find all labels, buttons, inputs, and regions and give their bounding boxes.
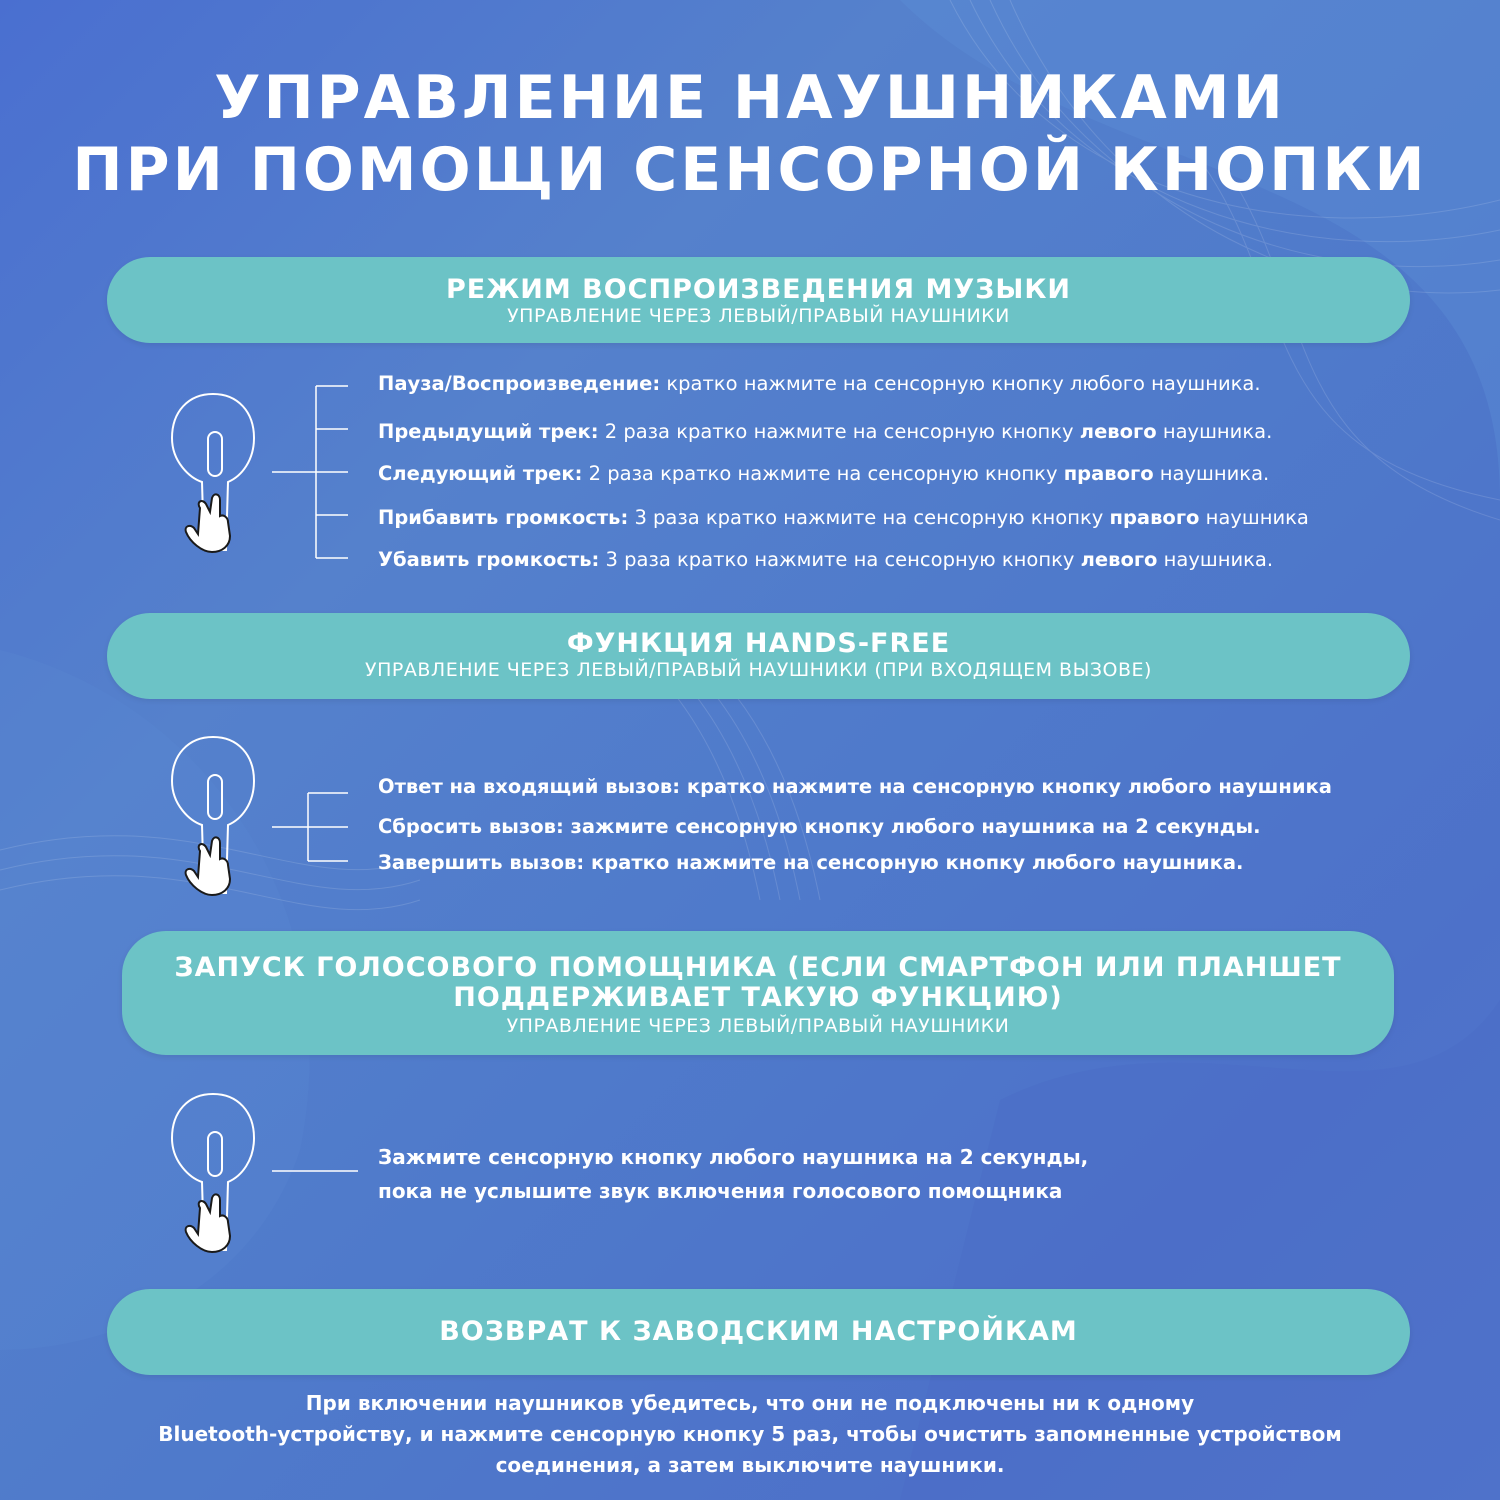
- list-item-answer-call: [378, 775, 1332, 798]
- page-title-line2: ПРИ ПОМОЩИ СЕНСОРНОЙ КНОПКИ: [72, 135, 1428, 205]
- reset-text-line3: соединения, а затем выключите наушники.: [495, 1453, 1005, 1477]
- music-mode-title: РЕЖИМ ВОСПРОИЗВЕДЕНИЯ МУЗЫКИ: [445, 274, 1072, 305]
- handsfree-title: ФУНКЦИЯ HANDS-FREE: [566, 628, 951, 659]
- item-tail: наушника.: [1153, 462, 1270, 485]
- item-text: 2 раза кратко нажмите на сенсорную кнопку: [598, 420, 1080, 443]
- list-item-reject-call: [378, 815, 1261, 838]
- factory-reset-title: ВОЗВРАТ К ЗАВОДСКИМ НАСТРОЙКАМ: [439, 1316, 1078, 1347]
- page-title: [0, 62, 1500, 206]
- item-label: Прибавить громкость:: [378, 506, 629, 529]
- voice-assistant-banner: [122, 931, 1394, 1055]
- item-text: кратко нажмите на сенсорную кнопку любого наушника.: [584, 851, 1244, 874]
- item-tail: наушника.: [1157, 548, 1274, 571]
- item-tail: наушника.: [1156, 420, 1273, 443]
- item-bold: левого: [1079, 420, 1157, 443]
- item-text: кратко нажмите на сенсорную кнопку любого наушника: [680, 775, 1332, 798]
- list-item-end-call: [378, 851, 1243, 874]
- voice-assistant-text: [378, 1140, 1088, 1208]
- music-bracket: [272, 384, 348, 560]
- item-label: Убавить громкость:: [378, 548, 600, 571]
- earbud-touch-icon: [168, 390, 258, 560]
- voice-assistant-title-line2: ПОДДЕРЖИВАЕТ ТАКУЮ ФУНКЦИЮ): [453, 982, 1063, 1013]
- list-item-volume-down: [378, 548, 1273, 571]
- item-bold: правого: [1063, 462, 1154, 485]
- voice-assistant-title-line1: ЗАПУСК ГОЛОСОВОГО ПОМОЩНИКА (ЕСЛИ СМАРТФОН ИЛИ ПЛАНШЕТ: [174, 952, 1342, 983]
- item-text: зажмите сенсорную кнопку любого наушника на 2 секунды.: [563, 815, 1261, 838]
- handsfree-bracket: [272, 791, 348, 863]
- item-bold: правого: [1109, 506, 1200, 529]
- reset-text-line2: Bluetooth-устройству, и нажмите сенсорную кнопку 5 раз, чтобы очистить запомненные устройством: [158, 1422, 1342, 1446]
- item-label: Пауза/Воспроизведение:: [378, 372, 661, 395]
- item-text: 3 раза кратко нажмите на сенсорную кнопку: [628, 506, 1110, 529]
- list-item-volume-up: [378, 506, 1309, 529]
- item-label: Сбросить вызов:: [378, 815, 564, 838]
- handsfree-banner: [107, 613, 1410, 699]
- item-text: 3 раза кратко нажмите на сенсорную кнопку: [599, 548, 1081, 571]
- item-text: 2 раза кратко нажмите на сенсорную кнопку: [582, 462, 1064, 485]
- earbud-touch-icon: [168, 733, 258, 903]
- item-label: Ответ на входящий вызов:: [378, 775, 681, 798]
- handsfree-subtitle: УПРАВЛЕНИЕ ЧЕРЕЗ ЛЕВЫЙ/ПРАВЫЙ НАУШНИКИ (ПРИ ВХОДЯЩЕМ ВЫЗОВЕ): [365, 659, 1152, 681]
- reset-text-line1: При включении наушников убедитесь, что они не подключены ни к одному: [305, 1391, 1195, 1415]
- item-label: Предыдущий трек:: [378, 420, 599, 443]
- item-bold: левого: [1080, 548, 1158, 571]
- voice-assistant-subtitle: УПРАВЛЕНИЕ ЧЕРЕЗ ЛЕВЫЙ/ПРАВЫЙ НАУШНИКИ: [506, 1015, 1010, 1037]
- item-text: кратко нажмите на сенсорную кнопку любого наушника.: [660, 372, 1261, 395]
- list-item-next-track: [378, 462, 1269, 485]
- voice-text-line2: пока не услышите звук включения голосового помощника: [378, 1179, 1063, 1203]
- earbud-touch-icon: [168, 1090, 258, 1260]
- item-tail: наушника: [1199, 506, 1309, 529]
- item-label: Завершить вызов:: [378, 851, 585, 874]
- music-mode-banner: [107, 257, 1410, 343]
- item-label: Следующий трек:: [378, 462, 583, 485]
- voice-line: [272, 1168, 362, 1174]
- voice-text-line1: Зажмите сенсорную кнопку любого наушника на 2 секунды,: [378, 1145, 1089, 1169]
- music-mode-subtitle: УПРАВЛЕНИЕ ЧЕРЕЗ ЛЕВЫЙ/ПРАВЫЙ НАУШНИКИ: [507, 305, 1010, 327]
- page-title-line1: УПРАВЛЕНИЕ НАУШНИКАМИ: [214, 63, 1286, 133]
- factory-reset-text: [0, 1388, 1500, 1481]
- list-item-pause-play: [378, 372, 1261, 395]
- list-item-previous-track: [378, 420, 1272, 443]
- factory-reset-banner: [107, 1289, 1410, 1375]
